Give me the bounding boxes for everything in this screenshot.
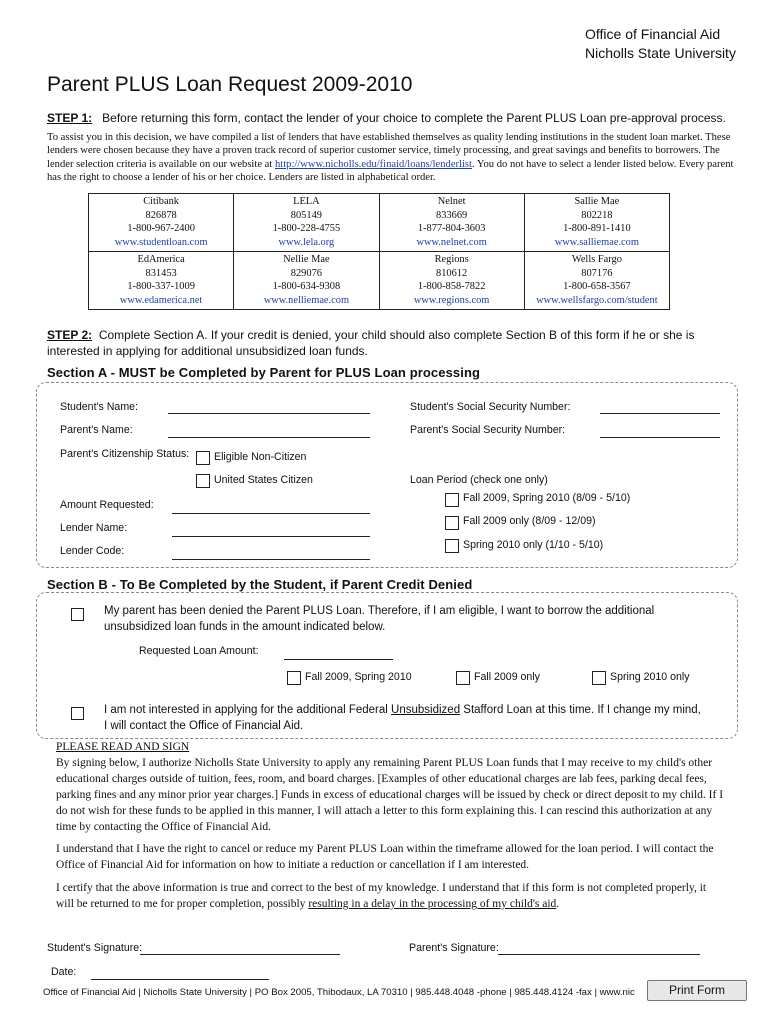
lender-cell: Nelnet 833669 1-877-804-3603 www.nelnet.com: [379, 194, 524, 252]
lender-link[interactable]: www.nelliemae.com: [263, 294, 350, 306]
authorization-paragraph: By signing below, I authorize Nicholls State University to apply any remaining Parent PLUS Loan funds that I may receive to my child's other educational charges outside of tuition, fees, room, and board charges. [Examples of other educational charges are lab fees, parking decal fees, parking fines and any minor prior year charges.] Funds in excess of educational charges will be issued by check or direct deposit to my child. If I do not wish for these funds to be applied in this manner, I will attach a letter to this form explaining this. I can rescind this authorization at any time by contacting the Office of Financial Aid.: [56, 757, 724, 833]
eligible-non-citizen-checkbox[interactable]: [196, 451, 210, 465]
lender-code-label: Lender Code:: [60, 545, 125, 557]
b-opt3-checkbox[interactable]: [592, 671, 606, 685]
step1-text: Before returning this form, contact the lender of your choice to complete the Parent PLUS Loan pre-approval process.: [102, 111, 726, 125]
step1-para-before: To assist you in this decision, we have compiled a list of lenders that have established themselves as quality lending institutions in the student loan market. These lenders were chosen because they have a proven track record of superior customer service, timely processing, and great savings and benefits to borrowers. The lender selection criteria is available on our website at: [47, 132, 731, 170]
parent-ssn-field[interactable]: [600, 437, 720, 438]
b-opt2-checkbox[interactable]: [456, 671, 470, 685]
loan-period-label: Loan Period (check one only): [410, 474, 548, 486]
student-ssn-field[interactable]: [600, 413, 720, 414]
credit-denied-checkbox[interactable]: [71, 608, 84, 621]
parents-name-field[interactable]: [168, 437, 370, 438]
lender-cell: EdAmerica 831453 1-800-337-1009 www.edamerica.net: [89, 252, 234, 310]
parent-ssn-label: Parent's Social Security Number:: [410, 424, 566, 436]
lender-cell: LELA 805149 1-800-228-4755 www.lela.org: [234, 194, 379, 252]
period-opt2-label: Fall 2009 only (8/09 - 12/09): [463, 515, 596, 527]
not-interested-checkbox[interactable]: [71, 707, 84, 720]
lender-link[interactable]: www.wellsfargo.com/student: [536, 294, 658, 306]
student-signature-label: Student's Signature:: [47, 942, 143, 954]
lender-cell: Citibank 826878 1-800-967-2400 www.studentloan.com: [89, 194, 234, 252]
office-name: Office of Financial Aid: [585, 26, 721, 42]
citizenship-label: Parent's Citizenship Status:: [60, 448, 190, 460]
lender-cell: Sallie Mae 802218 1-800-891-1410 www.salliemae.com: [524, 194, 669, 252]
amount-requested-label: Amount Requested:: [60, 499, 154, 511]
lender-link[interactable]: www.lela.org: [278, 236, 335, 248]
us-citizen-checkbox[interactable]: [196, 474, 210, 488]
period-opt1-checkbox[interactable]: [445, 493, 459, 507]
lender-cell: Nellie Mae 829076 1-800-634-9308 www.nelliemae.com: [234, 252, 379, 310]
parent-signature-field[interactable]: [498, 954, 700, 955]
lender-cell: Wells Fargo 807176 1-800-658-3567 www.wellsfargo.com/student: [524, 252, 669, 310]
step1-paragraph: [47, 131, 741, 185]
lender-list-link[interactable]: http://www.nicholls.edu/finaid/loans/lenderlist: [274, 158, 473, 170]
office-header: [585, 25, 742, 63]
step2-label: STEP 2:: [47, 328, 93, 342]
requested-amount-label: Requested Loan Amount:: [139, 645, 259, 657]
university-name: Nicholls State University: [585, 45, 736, 61]
credit-denied-text: My parent has been denied the Parent PLUS Loan. Therefore, if I am eligible, I want to borrow the additional unsubsidized loan funds in the amount indicated below.: [104, 605, 655, 633]
section-a-title: Section A - MUST be Completed by Parent for PLUS Loan processing: [47, 365, 481, 380]
eligible-non-citizen-label: Eligible Non-Citizen: [214, 451, 307, 463]
parents-name-label: Parent's Name:: [60, 424, 133, 436]
students-name-field[interactable]: [168, 413, 370, 414]
certify-paragraph: I certify that the above information is true and correct to the best of my knowledge. I understand that if this form is not completed properly, it will be returned to me for proper completion, possibly resulting in a delay in the processing of my child's aid.: [56, 882, 707, 910]
date-field[interactable]: [91, 979, 269, 980]
period-opt1-label: Fall 2009, Spring 2010 (8/09 - 5/10): [463, 492, 631, 504]
read-and-sign-heading: PLEASE READ AND SIGN: [56, 741, 190, 753]
lender-link[interactable]: www.edamerica.net: [119, 294, 203, 306]
lenders-table: [88, 193, 670, 310]
lender-link[interactable]: www.regions.com: [413, 294, 490, 306]
lender-name-field[interactable]: [172, 536, 370, 537]
requested-amount-field[interactable]: [284, 659, 393, 660]
footer-contact: Office of Financial Aid | Nicholls State University | PO Box 2005, Thibodaux, LA 70310 | 985.448.4048 -phone | 985.448.4124 -fax | www.nic: [43, 987, 635, 998]
period-opt3-label: Spring 2010 only (1/10 - 5/10): [463, 539, 604, 551]
b-opt2-label: Fall 2009 only: [474, 671, 540, 683]
step2-text: Complete Section A. If your credit is denied, your child should also complete Section B of this form if he or she is interested in applying for additional unsubsidized loan funds.: [47, 328, 695, 358]
page-title: Parent PLUS Loan Request 2009-2010: [47, 73, 413, 96]
print-form-button[interactable]: Print Form: [647, 980, 747, 1001]
student-ssn-label: Student's Social Security Number:: [410, 401, 571, 413]
lender-cell: Regions 810612 1-800-858-7822 www.regions.com: [379, 252, 524, 310]
step1-instruction: [47, 110, 747, 126]
b-opt1-label: Fall 2009, Spring 2010: [305, 671, 412, 683]
lender-link[interactable]: www.salliemae.com: [554, 236, 639, 248]
b-opt1-checkbox[interactable]: [287, 671, 301, 685]
b-opt3-label: Spring 2010 only: [610, 671, 690, 683]
lender-link[interactable]: www.studentloan.com: [114, 236, 208, 248]
table-row: [89, 194, 670, 252]
section-a-box: [36, 382, 738, 568]
section-b-title: Section B - To Be Completed by the Student, if Parent Credit Denied: [47, 577, 473, 592]
lender-code-field[interactable]: [172, 559, 370, 560]
table-row: [89, 252, 670, 310]
parent-signature-label: Parent's Signature:: [409, 942, 499, 954]
date-label: Date:: [51, 966, 77, 978]
not-interested-text: I am not interested in applying for the additional Federal Unsubsidized Stafford Loan at this time. If I change my mind, I will contact the Office of Financial Aid.: [104, 704, 701, 732]
amount-requested-field[interactable]: [172, 513, 370, 514]
period-opt3-checkbox[interactable]: [445, 539, 459, 553]
step1-label: STEP 1:: [47, 111, 93, 125]
us-citizen-label: United States Citizen: [214, 474, 313, 486]
cancel-paragraph: I understand that I have the right to cancel or reduce my Parent PLUS Loan within the timeframe allowed for the loan period. I will contact the Office of Financial Aid for information on how to initiate a reduction or cancellation if I am interested.: [56, 843, 714, 871]
lender-name-label: Lender Name:: [60, 522, 128, 534]
step2-instruction: [47, 327, 747, 359]
lender-link[interactable]: www.nelnet.com: [416, 236, 487, 248]
step1-para-after: . You do not have to select a lender listed below. Every parent has the right to choose a lender of his or her choice. Lenders are listed in alphabetical order.: [47, 158, 734, 184]
students-name-label: Student's Name:: [60, 401, 138, 413]
period-opt2-checkbox[interactable]: [445, 516, 459, 530]
student-signature-field[interactable]: [140, 954, 340, 955]
